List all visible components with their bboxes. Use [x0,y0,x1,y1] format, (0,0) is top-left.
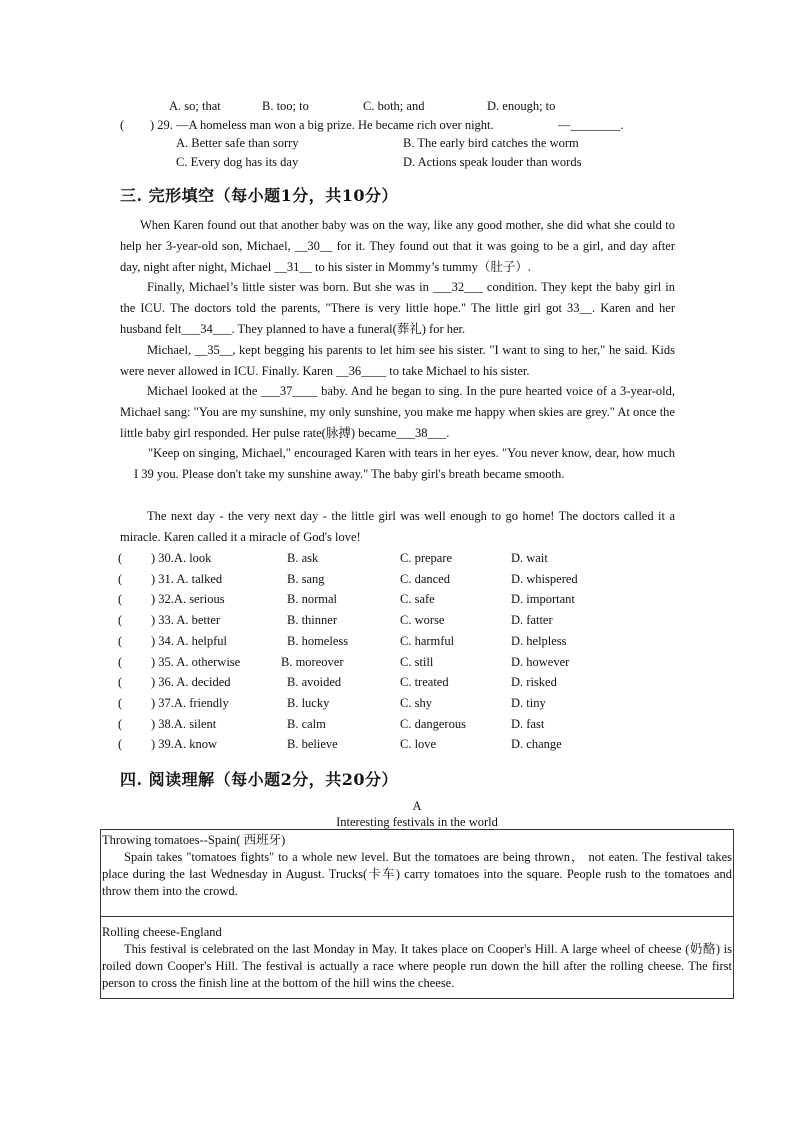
question-option-b: B. calm [287,716,326,731]
question-option-d: D. important [511,592,575,607]
question-option-b: B. sang [287,571,325,586]
cloze-paragraph-1: When Karen found out that another baby was on the way, like any good mother, she did what she could to help her 3-year-old son, Michael, __30__ for it. They found out that it was going to be a girl, and day after day, night after night, Michael __31__ to his sister in Mommy’s tummy（肚子）. [120,218,675,274]
festivals-table [100,829,734,999]
question-paren[interactable]: ( [118,613,123,628]
question-option-d: D. risked [511,675,557,690]
question-option-d: D. tiny [511,695,546,710]
question-option-d: D. however [511,654,570,669]
question-option-a: ) 38.A. silent [151,716,217,731]
question-option-c: C. dangerous [400,716,466,731]
festival-cell [101,830,733,916]
festival-heading: Rolling cheese-England [102,925,222,939]
cloze-paragraph-6: The next day - the very next day - the little girl was well enough to go home! The doctors called it a miracle. Karen called it a miracle of God's love! [120,509,675,544]
question-paren[interactable]: ( [118,633,123,648]
question-row [118,734,678,754]
question-paren[interactable]: ( [118,571,123,586]
question-option-b: B. thinner [287,613,337,628]
question-row [118,672,678,692]
question-option-a: ) 30.A. look [151,551,212,565]
question-option-c: C. still [400,654,434,669]
passage-letter: A [412,799,422,813]
cloze-paragraph-5: "Keep on singing, Michael," encouraged Karen with tears in her eyes. "You never know, dear, how much I 39 you. Please don't take my sunshine away." The baby girl's breath became smooth. [134,446,675,481]
question-option-b: B. moreover [281,654,344,669]
cloze-paragraph-2: Finally, Michael’s little sister was born. But she was in ___32___ condition. They kept the baby girl in the ICU. The doctors told the parents, "There is very little hope." The little girl got 33__. Karen and her husband felt___34___. They planned to have a funeral(葬礼) for her. [120,280,675,336]
q29-stem: ) 29. —A homeless man won a big prize. He became rich over night. [150,118,494,132]
cloze-paragraph-4: Michael looked at the ___37____ baby. And he began to sing. In the pure hearted voice of a 3-year-old, Michael sang: "You are my sunshine, my only sunshine, you make me happy when skies are grey." At once the little baby girl responded. Her pulse rate(脉搏) became___38___. [120,384,675,440]
question-option-a: ) 34. A. helpful [151,633,228,648]
question-option-d: D. fast [511,716,545,731]
q29-option-a: A. Better safe than sorry [176,136,299,150]
question-paren[interactable]: ( [118,592,123,607]
question-option-b: B. avoided [287,675,342,690]
question-option-c: C. safe [400,592,435,607]
festival-cell [101,916,733,998]
question-row [118,610,678,630]
question-option-d: D. change [511,737,562,752]
cloze-paragraph-3: Michael, __35__, kept begging his parents to let him see his sister. "I want to sing to her," he said. Kids were never allowed in ICU. Finally. Karen __36____ to take Michael to his sister. [120,343,675,378]
question-option-d: D. wait [511,551,548,565]
question-row [118,569,678,589]
question-option-a: ) 32.A. serious [151,592,225,607]
section-3-title: 三. 完形填空（每小题1分，共10分） [120,186,399,205]
section-4-title: 四. 阅读理解（每小题2分，共20分） [120,770,399,789]
question-paren[interactable]: ( [118,695,123,710]
question-option-a: ) 31. A. talked [151,571,223,586]
question-option-c: C. shy [400,695,432,710]
question-option-a: ) 36. A. decided [151,675,231,690]
question-row [118,548,678,568]
question-option-c: C. love [400,737,437,752]
question-option-b: B. lucky [287,695,330,710]
question-paren[interactable]: ( [118,716,123,731]
q29-answer-blank[interactable]: —________. [558,118,624,132]
question-row [118,631,678,651]
q28-option-d: D. enough; to [487,99,556,113]
question-paren[interactable]: ( [118,551,123,565]
question-option-d: D. fatter [511,613,553,628]
question-option-c: C. prepare [400,551,453,565]
festival-heading: Throwing tomatoes--Spain( 西班牙) [102,833,286,847]
question-option-c: C. harmful [400,633,455,648]
question-option-c: C. danced [400,571,450,586]
q29-paren-open: ( [120,118,125,132]
question-paren[interactable]: ( [118,737,123,752]
passage-title: Interesting festivals in the world [336,815,498,829]
question-option-b: B. homeless [287,633,349,648]
festival-body: This festival is celebrated on the last Monday in May. It takes place on Cooper's Hill. A large wheel of cheese (奶酪) is roiled down Cooper's Hill. The festival is actually a race where people run down the hill after the rolling cheese. The first person to cross the finish line at the bottom of the hill wins the cheese. [102,942,732,990]
question-option-d: D. helpless [511,633,567,648]
q29-option-c: C. Every dog has its day [176,155,299,169]
question-row [118,652,678,672]
q29-option-b: B. The early bird catches the worm [403,136,579,150]
question-option-b: B. ask [287,551,319,565]
q29-option-d: D. Actions speak louder than words [403,155,582,169]
q28-option-b: B. too; to [262,99,309,113]
question-option-a: ) 37.A. friendly [151,695,229,710]
question-option-c: C. treated [400,675,449,690]
question-option-b: B. believe [287,737,338,752]
question-option-b: B. normal [287,592,337,607]
question-row [118,714,678,734]
question-row [118,693,678,713]
question-row [118,589,678,609]
q28-option-c: C. both; and [363,99,425,113]
question-option-a: ) 35. A. otherwise [151,654,241,669]
question-paren[interactable]: ( [118,654,123,669]
question-option-d: D. whispered [511,571,578,586]
question-option-a: ) 39.A. know [151,737,217,752]
question-option-a: ) 33. A. better [151,613,221,628]
question-option-c: C. worse [400,613,445,628]
festival-body: Spain takes "tomatoes fights" to a whole new level. But the tomatoes are being thrown， not eaten. The festival takes place during the last Wednesday in August. Trucks(卡车) carry tomatoes into the square. People rush to the tomatoes and throw them into the crowd. [102,850,732,898]
q28-option-a: A. so; that [169,99,221,113]
question-paren[interactable]: ( [118,675,123,690]
